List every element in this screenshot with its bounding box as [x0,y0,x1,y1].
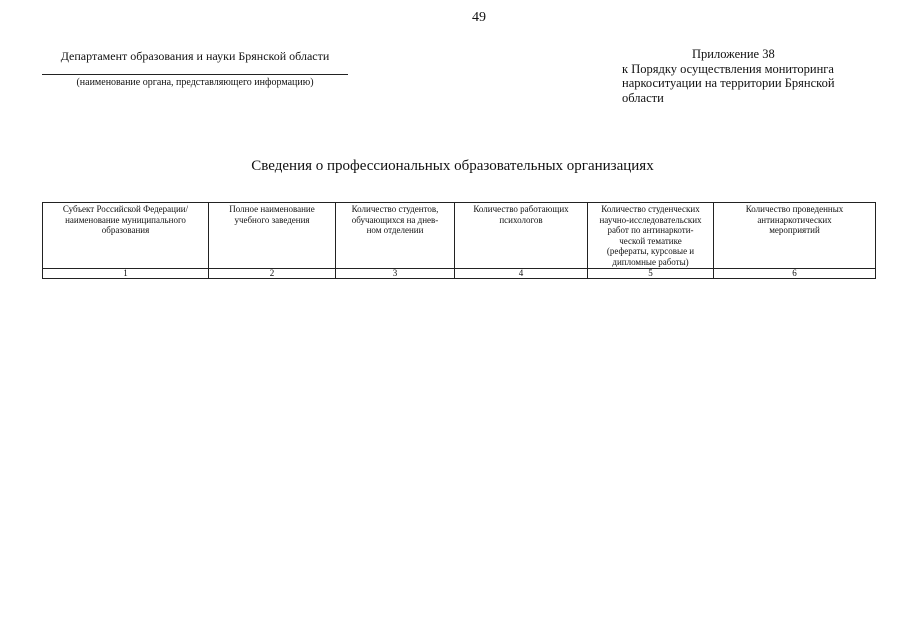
table-number-row [43,269,876,279]
organization-name: Департамент образования и науки Брянской области [60,49,330,63]
organization-underline [42,74,348,75]
column-number-cell: 3 [336,269,455,279]
organization-block [42,48,348,89]
appendix-text: к Порядку осуществления мониторинга наркоситуации на территории Брянской области [622,61,835,105]
column-number-cell: 2 [209,269,336,279]
column-number-cell: 4 [455,269,588,279]
page-number: 49 [472,10,486,25]
appendix-block [622,47,862,105]
column-number-cell: 5 [588,269,714,279]
column-header-institution: Полное наименование учебного заведения [209,203,336,269]
column-header-psychologists: Количество работающих психологов [455,203,588,269]
column-header-research-works: Количество студенческих научно-исследовательских работ по антинаркоти- ческой тематике (рефераты, курсовые и дипломные работы) [588,203,714,269]
organization-caption: (наименование органа, представляющего информацию) [76,77,314,88]
appendix-title: Приложение 38 [692,47,775,61]
table-header-row [43,203,876,269]
column-number-cell: 1 [43,269,209,279]
column-number-cell: 6 [714,269,876,279]
column-header-students: Количество студентов, обучающихся на днев- ном отделении [336,203,455,269]
document-title: Сведения о профессиональных образовательных организациях [251,158,654,174]
column-header-events: Количество проведенных антинаркотических мероприятий [714,203,876,269]
column-header-subject: Субъект Российской Федерации/ наименование муниципального образования [43,203,209,269]
report-table [42,202,876,279]
